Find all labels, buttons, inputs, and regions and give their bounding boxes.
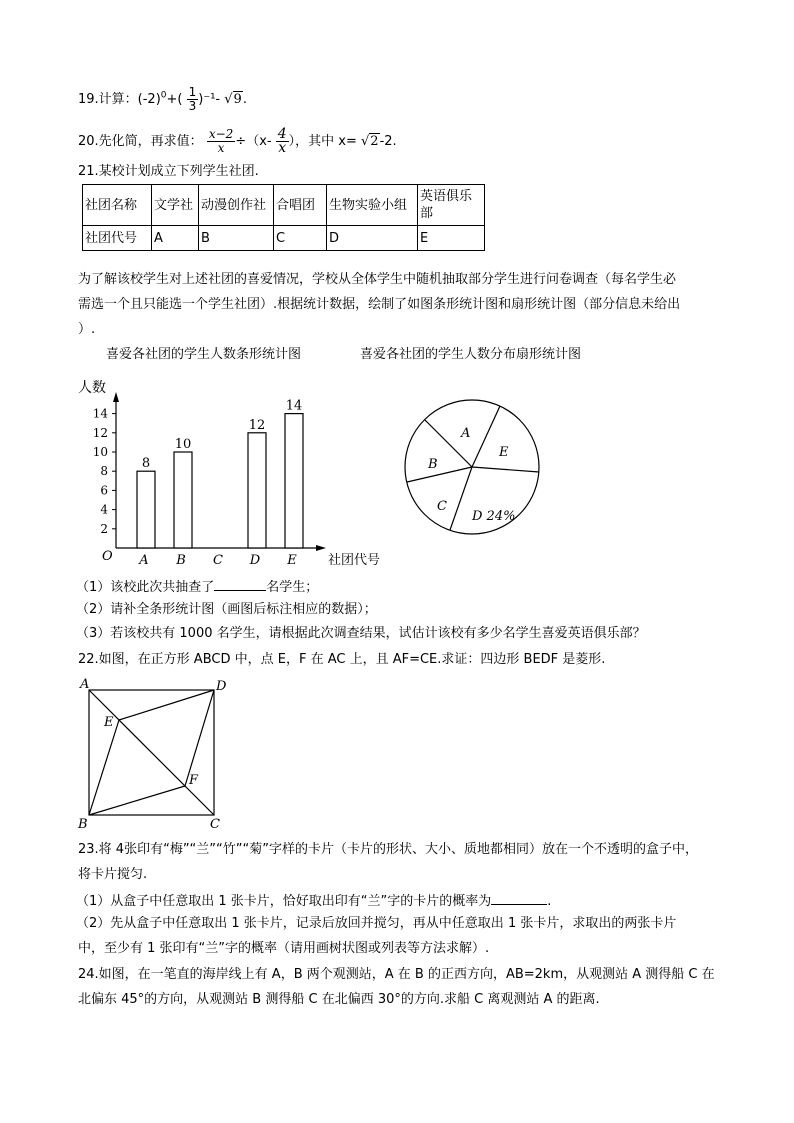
bar bbox=[137, 471, 155, 548]
label-f: F bbox=[189, 773, 199, 788]
segment-df bbox=[185, 690, 214, 786]
pie-chart-title: 喜爱各社团的学生人数分布扇形统计图 bbox=[360, 347, 582, 362]
q19-plus-open: +( bbox=[166, 92, 183, 107]
x-tick-label: A bbox=[139, 553, 149, 568]
y-tick-label: 12 bbox=[92, 425, 108, 440]
bar-value-label: 12 bbox=[248, 417, 266, 433]
pie-label-d: D 24% bbox=[472, 509, 516, 524]
q23-sub1-tail: . bbox=[547, 894, 552, 909]
q19-prefix: 19.计算：(-2) bbox=[78, 92, 161, 107]
q22-text: 22.如图，在正方形 ABCD 中，点 E，F 在 AC 上，且 AF=CE.求证：四边形 BEDF 是菱形. bbox=[78, 652, 606, 667]
label-c: C bbox=[210, 817, 220, 832]
label-b: B bbox=[78, 817, 88, 832]
q20-fraction-2 bbox=[276, 128, 289, 155]
q23-sub-1 bbox=[76, 891, 551, 911]
y-tick-label: 2 bbox=[100, 521, 108, 536]
x-tick-label: C bbox=[213, 553, 223, 568]
table-cell: C bbox=[274, 226, 327, 251]
y-tick-label: 4 bbox=[100, 502, 108, 517]
q20-op: ÷（x- bbox=[235, 134, 272, 149]
pie-label-b: B bbox=[428, 457, 438, 472]
bar-value-label: 10 bbox=[174, 437, 192, 452]
bar bbox=[248, 433, 266, 548]
table-cell: 合唱团 bbox=[274, 185, 327, 226]
table-cell: 文学社 bbox=[152, 185, 199, 226]
q21-sub-3: （3）若该校共有 1000 名学生，请根据此次调查结果，试估计该校有多少名学生喜爱英语俱乐部？ bbox=[76, 626, 646, 641]
x-axis-label: 社团代号 bbox=[328, 553, 381, 568]
y-axis-arrow bbox=[113, 392, 119, 402]
y-tick-label: 6 bbox=[100, 483, 108, 498]
pie-label-a: A bbox=[461, 426, 471, 441]
q24-line-1: 24.如图，在一笔直的海岸线上有 A，B 两个观测站，A 在 B 的正西方向，AB=2km，从观测站 A 测得船 C 在 bbox=[78, 967, 715, 982]
q19-fraction bbox=[187, 86, 199, 113]
bar bbox=[285, 414, 303, 548]
q23-line-1: 23.将 4张印有“梅”“兰”“竹”“菊”字样的卡片（卡片的形状、大小、质地都相同）放在一个不透明的盒子中， bbox=[78, 842, 698, 857]
x-tick-label: E bbox=[287, 553, 297, 568]
y-tick-label: 10 bbox=[92, 445, 108, 459]
q20-tail: -2. bbox=[379, 134, 397, 149]
table-cell: E bbox=[418, 226, 485, 251]
q20-den1: x bbox=[217, 141, 225, 155]
x-tick-label: D bbox=[249, 553, 261, 568]
bar-value-label: 14 bbox=[285, 398, 303, 414]
q20-fraction-1 bbox=[207, 128, 235, 155]
q21-sub-1 bbox=[76, 577, 318, 597]
q19-denominator: 3 bbox=[188, 99, 197, 113]
q21-sub1-tail: 名学生； bbox=[266, 580, 319, 595]
label-a: A bbox=[80, 677, 90, 692]
q23-sub-2-line-2: 中，至少有 1 张印有“兰”字的概率（请用画树状图或列表等方法求解）. bbox=[78, 941, 490, 956]
bar bbox=[174, 452, 192, 548]
label-d: D bbox=[216, 679, 227, 694]
q21-paragraph-line-3: ）. bbox=[78, 322, 96, 337]
table-cell bbox=[418, 185, 485, 226]
bar-value-label: 8 bbox=[141, 456, 151, 472]
segment-be bbox=[89, 720, 119, 815]
q24-line-2: 北偏东 45°的方向，从观测站 B 测得船 C 在北偏西 30°的方向.求船 C 离观测站 A 的距离. bbox=[78, 992, 600, 1007]
pie-divider-e-d bbox=[472, 467, 539, 472]
table-cell: D bbox=[327, 226, 418, 251]
x-tick-label: B bbox=[176, 553, 186, 568]
q21-paragraph-line-2: 需选一个且只能选一个学生社团）.根据统计数据，绘制了如图条形统计图和扇形统计图（部分信息未给出 bbox=[78, 297, 681, 312]
q21-intro: 21.某校计划成立下列学生社团. bbox=[78, 164, 259, 179]
table-cell: 生物实验小组 bbox=[327, 185, 418, 226]
bar-chart-title: 喜爱各社团的学生人数条形统计图 bbox=[106, 347, 302, 362]
answer-blank-2[interactable] bbox=[491, 891, 547, 905]
segment-fb bbox=[89, 786, 185, 815]
q19-exponent-zero: 0 bbox=[160, 90, 167, 101]
square-figure bbox=[76, 676, 236, 836]
q20-num2: 4 bbox=[277, 126, 287, 142]
q20-radicand: 2 bbox=[370, 134, 379, 149]
question-19 bbox=[78, 86, 247, 113]
q20-sqrt: √2 bbox=[361, 134, 379, 149]
bar-chart-bars bbox=[137, 414, 303, 548]
q21-sub-2: （2）请补全条形统计图（画图后标注相应的数据）； bbox=[76, 602, 377, 617]
q23-sub1-text: （1）从盒子中任意取出 1 张卡片，恰好取出印有“兰”字的卡片的概率为 bbox=[76, 894, 492, 909]
bar-chart bbox=[70, 372, 400, 572]
q20-prefix: 20.先化简，再求值： bbox=[78, 134, 203, 149]
q21-sub1-text: （1）该校此次共抽查了 bbox=[76, 580, 215, 595]
q20-close: ），其中 x= bbox=[288, 134, 357, 149]
q20-den2: x bbox=[278, 140, 287, 156]
q19-numerator: 1 bbox=[188, 85, 197, 99]
q19-exp: )⁻¹- bbox=[198, 92, 221, 107]
table-cell: A bbox=[152, 226, 199, 251]
pie-divider-a-e bbox=[472, 406, 500, 467]
q19-sqrt: √9 bbox=[224, 92, 242, 107]
bar-chart-axes bbox=[78, 379, 380, 568]
q19-radicand: 9 bbox=[233, 92, 242, 107]
y-tick-label: 8 bbox=[100, 464, 108, 479]
english-club-name: 英语俱乐部 bbox=[420, 189, 473, 221]
q21-paragraph-line-1: 为了解该校学生对上述社团的喜爱情况，学校从全体学生中随机抽取部分学生进行问卷调查（每名学生必 bbox=[78, 272, 677, 287]
answer-blank-1[interactable] bbox=[214, 577, 266, 591]
club-table bbox=[82, 184, 485, 251]
q23-line-2: 将卡片搅匀. bbox=[78, 867, 148, 882]
club-table-row-codes bbox=[83, 226, 485, 251]
label-e: E bbox=[104, 715, 114, 730]
question-20 bbox=[78, 128, 397, 155]
q19-end: . bbox=[242, 92, 247, 107]
q20-num1: x−2 bbox=[208, 127, 234, 141]
pie-divider-d-c bbox=[450, 467, 472, 530]
y-axis-label: 人数 bbox=[78, 380, 106, 396]
table-cell: 社团代号 bbox=[83, 226, 152, 251]
table-cell: 社团名称 bbox=[83, 185, 152, 226]
origin-label: O bbox=[102, 549, 113, 564]
pie-divider-c-b bbox=[407, 467, 472, 482]
pie-label-e: E bbox=[499, 445, 509, 460]
club-table-row-names bbox=[83, 185, 485, 226]
pie-chart bbox=[400, 390, 550, 550]
bar-chart-labels bbox=[138, 399, 302, 568]
y-tick-label: 14 bbox=[92, 406, 108, 421]
q23-sub-2-line-1: （2）先从盒子中任意取出 1 张卡片，记录后放回并搅匀，再从中任意取出 1 张卡片，求取出的两张卡片 bbox=[76, 916, 677, 931]
x-axis-arrow bbox=[316, 545, 326, 551]
table-cell: 动漫创作社 bbox=[199, 185, 274, 226]
table-cell: B bbox=[199, 226, 274, 251]
pie-label-c: C bbox=[437, 499, 447, 514]
segment-ed bbox=[119, 690, 214, 720]
